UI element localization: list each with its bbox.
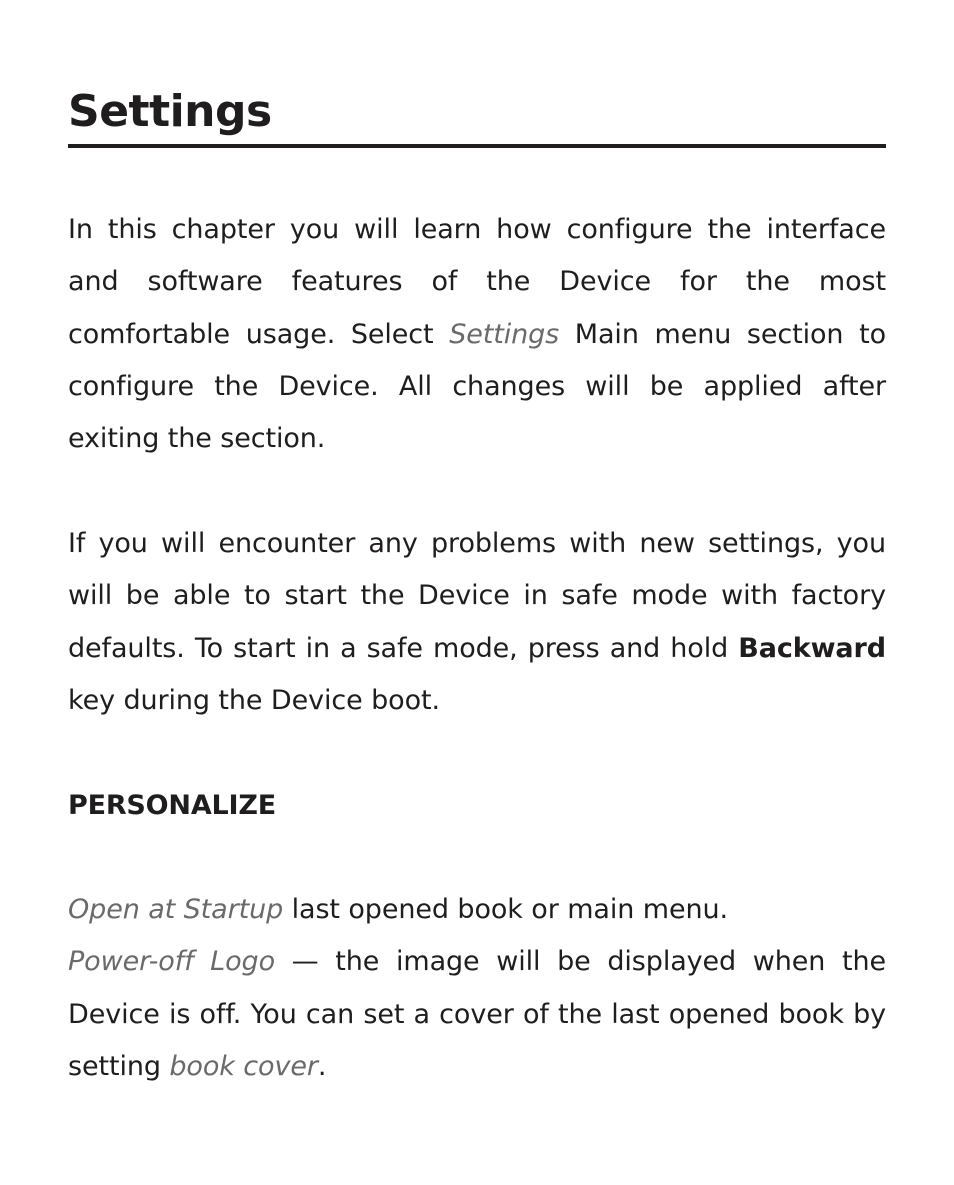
power-off-logo-term: Power-off Logo bbox=[68, 946, 275, 978]
open-at-startup-term: Open at Startup bbox=[68, 894, 284, 925]
page-title: Settings bbox=[68, 86, 272, 137]
settings-term: Settings bbox=[449, 318, 560, 350]
intro-text-2: Main menu section to configure the Device. All changes will be applied after exiting the section. bbox=[68, 318, 886, 455]
safe-mode-paragraph bbox=[68, 518, 886, 727]
safe-mode-text-1: If you will encounter any problems with new settings, you will be able to start the Device in safe mode with factory defaults. To start in a safe mode, press and hold bbox=[68, 528, 886, 664]
personalize-options bbox=[68, 884, 886, 1093]
book-cover-option: book cover bbox=[169, 1050, 318, 1082]
safe-mode-text-2: key during the Device boot. bbox=[68, 684, 440, 716]
title-underline bbox=[68, 144, 886, 148]
intro-paragraph bbox=[68, 204, 886, 465]
backward-key-name: Backward bbox=[738, 632, 886, 664]
intro-text-1: In this chapter you will learn how configure the interface and software features of the Device for the most comfortable usage. Select bbox=[68, 214, 886, 350]
power-off-logo-text: — the image will be displayed when the Device is off. You can set a cover of the last opened book by setting bbox=[68, 946, 886, 1082]
open-at-startup-item bbox=[68, 884, 886, 936]
open-at-startup-text: last opened book or main menu. bbox=[283, 894, 728, 925]
power-off-logo-end: . bbox=[317, 1050, 327, 1082]
section-heading-personalize: PERSONALIZE bbox=[68, 790, 276, 821]
power-off-logo-item bbox=[68, 936, 886, 1093]
